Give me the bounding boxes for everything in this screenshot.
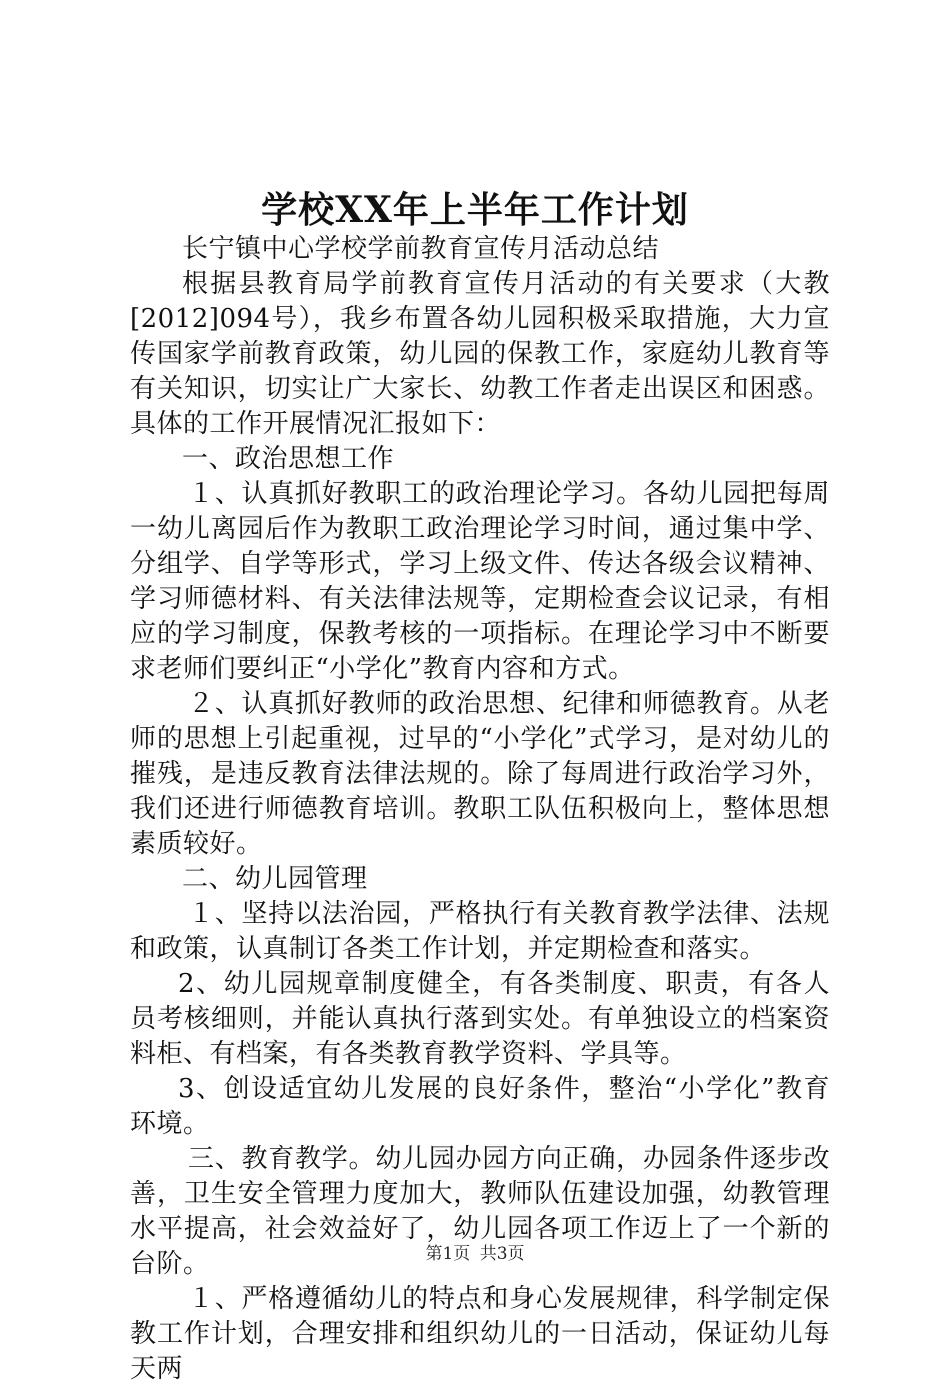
page-number: 第1页 bbox=[425, 1244, 471, 1264]
page-total: 共3页 bbox=[479, 1244, 525, 1264]
management-item-2: 2、幼儿园规章制度健全，有各类制度、职责，有各人员考核细则，并能认真执行落到实处。有单独设立的档案资料柜、有档案，有各类教育教学资料、学具等。 bbox=[130, 969, 830, 1069]
document-title: 学校XX年上半年工作计划 bbox=[261, 189, 689, 231]
intro-paragraph: 根据县教育局学前教育宣传月活动的有关要求（大教[2012]094号），我乡布置各幼儿园积极采取措施，大力宣传国家学前教育政策，幼儿园的保教工作，家庭幼儿教育等有关知识，切实让广大家长、幼教工作者走出误区和困惑。具体的工作开展情况汇报如下： bbox=[130, 269, 830, 439]
section-heading-teaching: 三、教育教学。幼儿园办园方向正确，办园条件逐步改善，卫生安全管理力度加大，教师队伍建设加强，幼教管理水平提高，社会效益好了，幼儿园各项工作迈上了一个新的台阶。 bbox=[130, 1144, 830, 1279]
subtitle-paragraph: 长宁镇中心学校学前教育宣传月活动总结 bbox=[182, 234, 660, 264]
politics-item-1: １、认真抓好教职工的政治理论学习。各幼儿园把每周一幼儿离园后作为教职工政治理论学习时间，通过集中学、分组学、自学等形式，学习上级文件、传达各级会议精神、学习师德材料、有关法律法规等，定期检查会议记录，有相应的学习制度，保教考核的一项指标。在理论学习中不断要求老师们要纠正“小学化”教育内容和方式。 bbox=[130, 479, 830, 684]
management-item-1: １、坚持以法治园，严格执行有关教育教学法律、法规和政策，认真制订各类工作计划，并定期检查和落实。 bbox=[130, 899, 830, 964]
page-footer bbox=[0, 1243, 950, 1265]
document-body bbox=[130, 232, 830, 1387]
management-item-3: 3、创设适宜幼儿发展的良好条件，整治“小学化”教育环境。 bbox=[130, 1074, 830, 1139]
section-heading-politics: 一、政治思想工作 bbox=[182, 444, 395, 474]
section-heading-management: 二、幼儿园管理 bbox=[182, 864, 368, 894]
teaching-item-1: １、严格遵循幼儿的特点和身心发展规律，科学制定保教工作计划，合理安排和组织幼儿的一日活动，保证幼儿每天两 bbox=[130, 1284, 830, 1384]
politics-item-2: ２、认真抓好教师的政治思想、纪律和师德教育。从老师的思想上引起重视，过早的“小学化”式学习，是对幼儿的摧残，是违反教育法律法规的。除了每周进行政治学习外，我们还进行师德教育培训。教职工队伍积极向上，整体思想素质较好。 bbox=[130, 689, 830, 859]
